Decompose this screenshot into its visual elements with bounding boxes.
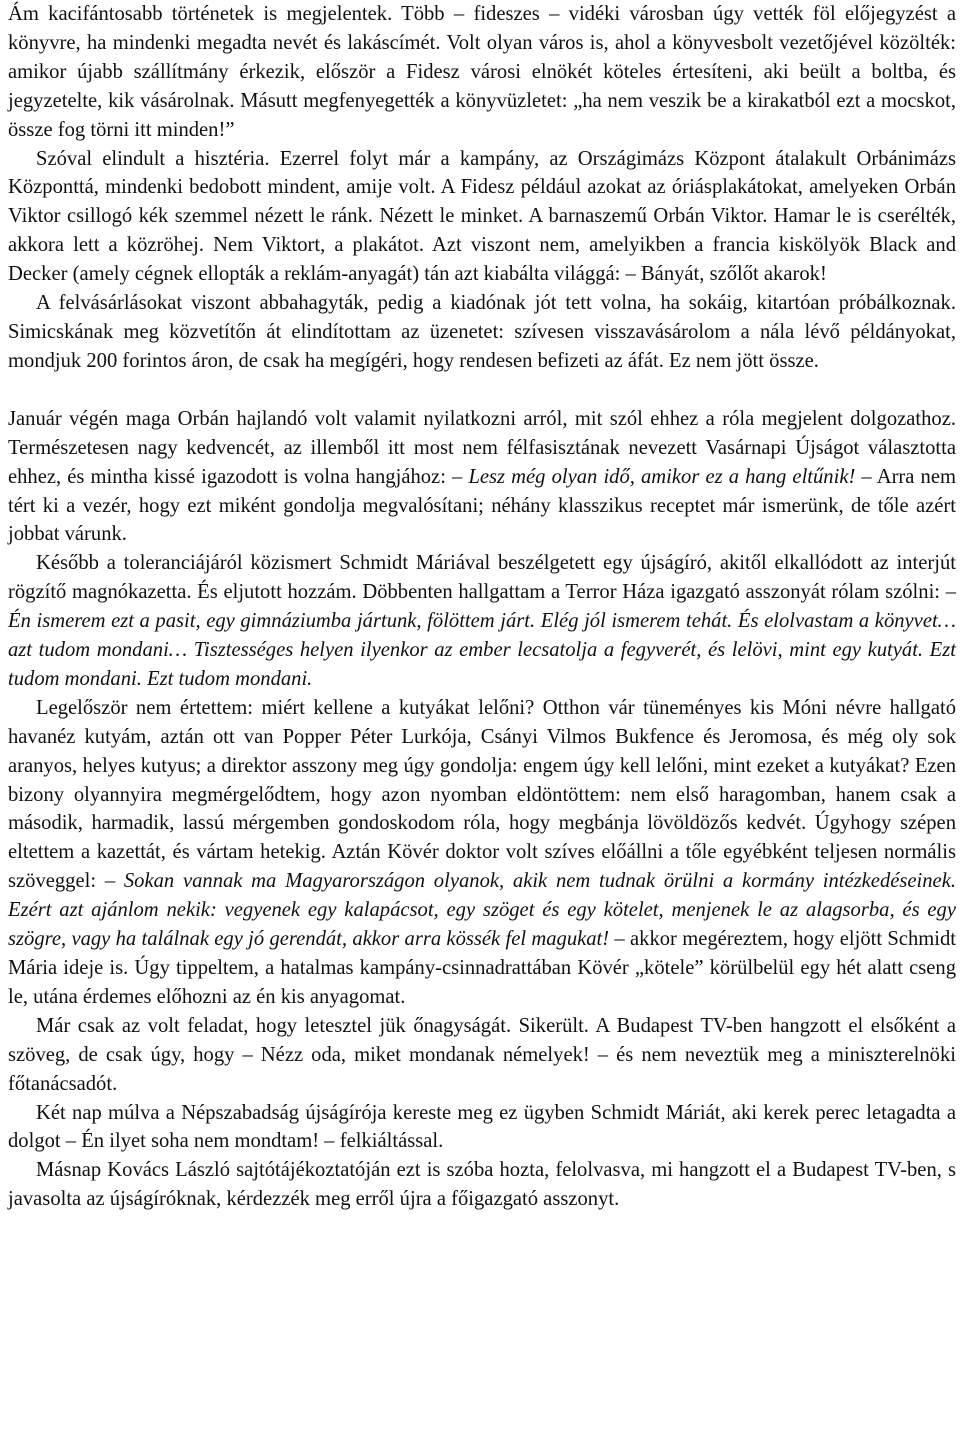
paragraph — [8, 145, 956, 290]
text-run: Ám kacifántosabb történetek is megjelentek. Több – fideszes – vidéki városban úgy vették föl előjegyzést a könyvre, ha mindenki megadta nevét és lakáscímét. Volt olyan város is, ahol a könyvesbolt vezetőjével közölték: amikor újabb szállítmány érkezik, először a Fidesz városi elnökét köteles értesíteni, aki beült a boltba, és jegyzetelte, kik vásárolnak. Másutt megfenyegették a könyvüzletet: „ha nem veszik be a kirakatból ezt a mocskot, össze fog törni itt minden!” — [8, 3, 956, 141]
document-page — [8, 0, 956, 1214]
text-run: Szóval elindult a hisztéria. Ezerrel folyt már a kampány, az Országimázs Központ átalakult Orbánimázs Központtá, mindenki bedobott mindent, amije volt. A Fidesz például azokat az óriásplakátokat, amelyeken Orbán Viktor csillogó kék szemmel nézett le ránk. Nézett le minket. A barnaszemű Orbán Viktor. Hamar le is cserélték, akkora lett a közröhej. Nem Viktort, a plakátot. Azt viszont nem, amelyikben a francia kiskölyök Black and Decker (amely cégnek ellopták a reklám-anyagát) tán azt kiabálta világgá: – Bányát, szőlőt akarok! — [8, 147, 956, 286]
text-run: Legelőször nem értettem: miért kellene a kutyákat lelőni? Otthon vár tüneményes kis Móni névre hallgató havanéz kutyám, aztán ott van Popper Péter Lurkója, Csányi Vilmos Bukfence és Jeromosa, és még oly sok aranyos, helyes kutyus; a direktor asszony meg úgy gondolja: engem úgy kell lelőni, mint ezeket a kutyákat? Ezen bizony olyannyira megmérgelődtem, hogy azon nyomban eldöntöttem: nem első haragomban, hanem csak a második, harmadik, lassú mérgemben gondoskodom róla, hogy megbánja lövöldözős kedvét. Úgyhogy szépen eltettem a kazettát, és vártam hetekig. Aztán Kövér doktor volt szíves előállni a tőle egyébként teljesen normális szöveggel: – — [8, 696, 956, 893]
paragraph — [8, 694, 956, 1012]
paragraph — [8, 1156, 956, 1214]
text-run: Már csak az volt feladat, hogy letesztel jük őnagyságát. Sikerült. A Budapest TV-ben hangzott el elsőként a szöveg, de csak úgy, hogy – Nézz oda, miket mondanak némelyek! – és nem neveztük meg a miniszterelnöki főtanácsadót. — [8, 1014, 956, 1095]
italic-quote: Én ismerem ezt a pasit, egy gimnáziumba jártunk, fölöttem járt. Elég jól ismerem tehát. És elolvastam a könyvet… azt tudom mondani… Tisztességes helyen ilyenkor az ember lecsatolja a fegyverét, és lelövi, mint egy kutyát. Ezt tudom mondani. Ezt tudom mondani. — [8, 610, 956, 690]
italic-quote: Sokan vannak ma Magyarországon olyanok, akik nem tudnak örülni a kormány intézkedéseinek. Ezért azt ajánlom nekik: vegyenek egy kalapácsot, egy szöget és egy kötelet, menjenek le az alagsorba, és egy szögre, vagy ha találnak egy jó gerendát, akkor arra kössék fel magukat! — [8, 870, 956, 951]
text-run: A felvásárlásokat viszont abbahagyták, pedig a kiadónak jót tett volna, ha sokáig, kitartóan próbálkoznak. Simicskának meg közvetítőn át elindítottam az üzenetet: szívesen visszavásárolom a nála lévő példányokat, mondjuk 200 forintos áron, de csak ha megígéri, hogy rendesen befizeti az áfát. Ez nem jött össze. — [8, 292, 956, 372]
text-run: Két nap múlva a Népszabadság újságírója kereste meg ez ügyben Schmidt Máriát, aki kerek perec letagadta a dolgot – Én ilyet soha nem mondtam! – felkiáltással. — [8, 1101, 956, 1153]
paragraph — [8, 549, 956, 694]
text-run: – akkor megéreztem, hogy eljött Schmidt Mária ideje is. Úgy tippeltem, a hatalmas kampány-csinnadrattában Kövér „kötele” körülbelül egy hét alatt cseng le, utána érdemes előhozni az én kis anyagomat. — [8, 928, 956, 1008]
text-run: Másnap Kovács László sajtótájékoztatóján ezt is szóba hozta, felolvasva, mi hangzott el a Budapest TV-ben, s javasolta az újságíróknak, kérdezzék meg erről újra a főigazgató asszonyt. — [8, 1159, 956, 1211]
text-run: Később a toleranciájáról közismert Schmidt Máriával beszélgetett egy újságíró, akitől elkallódott az interjút rögzítő magnókazetta. És eljutott hozzám. Döbbenten hallgattam a Terror Háza igazgató asszonyát rólam szólni: – — [8, 552, 956, 604]
text-run: Január végén maga Orbán hajlandó volt valamit nyilatkozni arról, mit szól ehhez a róla megjelent dolgozathoz. Természetesen nagy kedvencét, az illemből itt most nem félfasisztának nevezett Vasárnapi Újságot választotta ehhez, és mintha kissé igazodott is volna hangjához: – — [8, 407, 956, 488]
paragraph — [8, 1099, 956, 1157]
text-run: – Arra nem tért ki a vezér, hogy ezt miként gondolja megvalósítani; néhány klasszikus receptet már ismerünk, de tőle azért jobbat várunk. — [8, 465, 956, 546]
paragraph — [8, 289, 956, 376]
italic-quote: Lesz még olyan idő, amikor ez a hang eltűnik! — [468, 465, 856, 488]
paragraph — [8, 405, 956, 550]
paragraph — [8, 1012, 956, 1099]
paragraph — [8, 0, 956, 145]
